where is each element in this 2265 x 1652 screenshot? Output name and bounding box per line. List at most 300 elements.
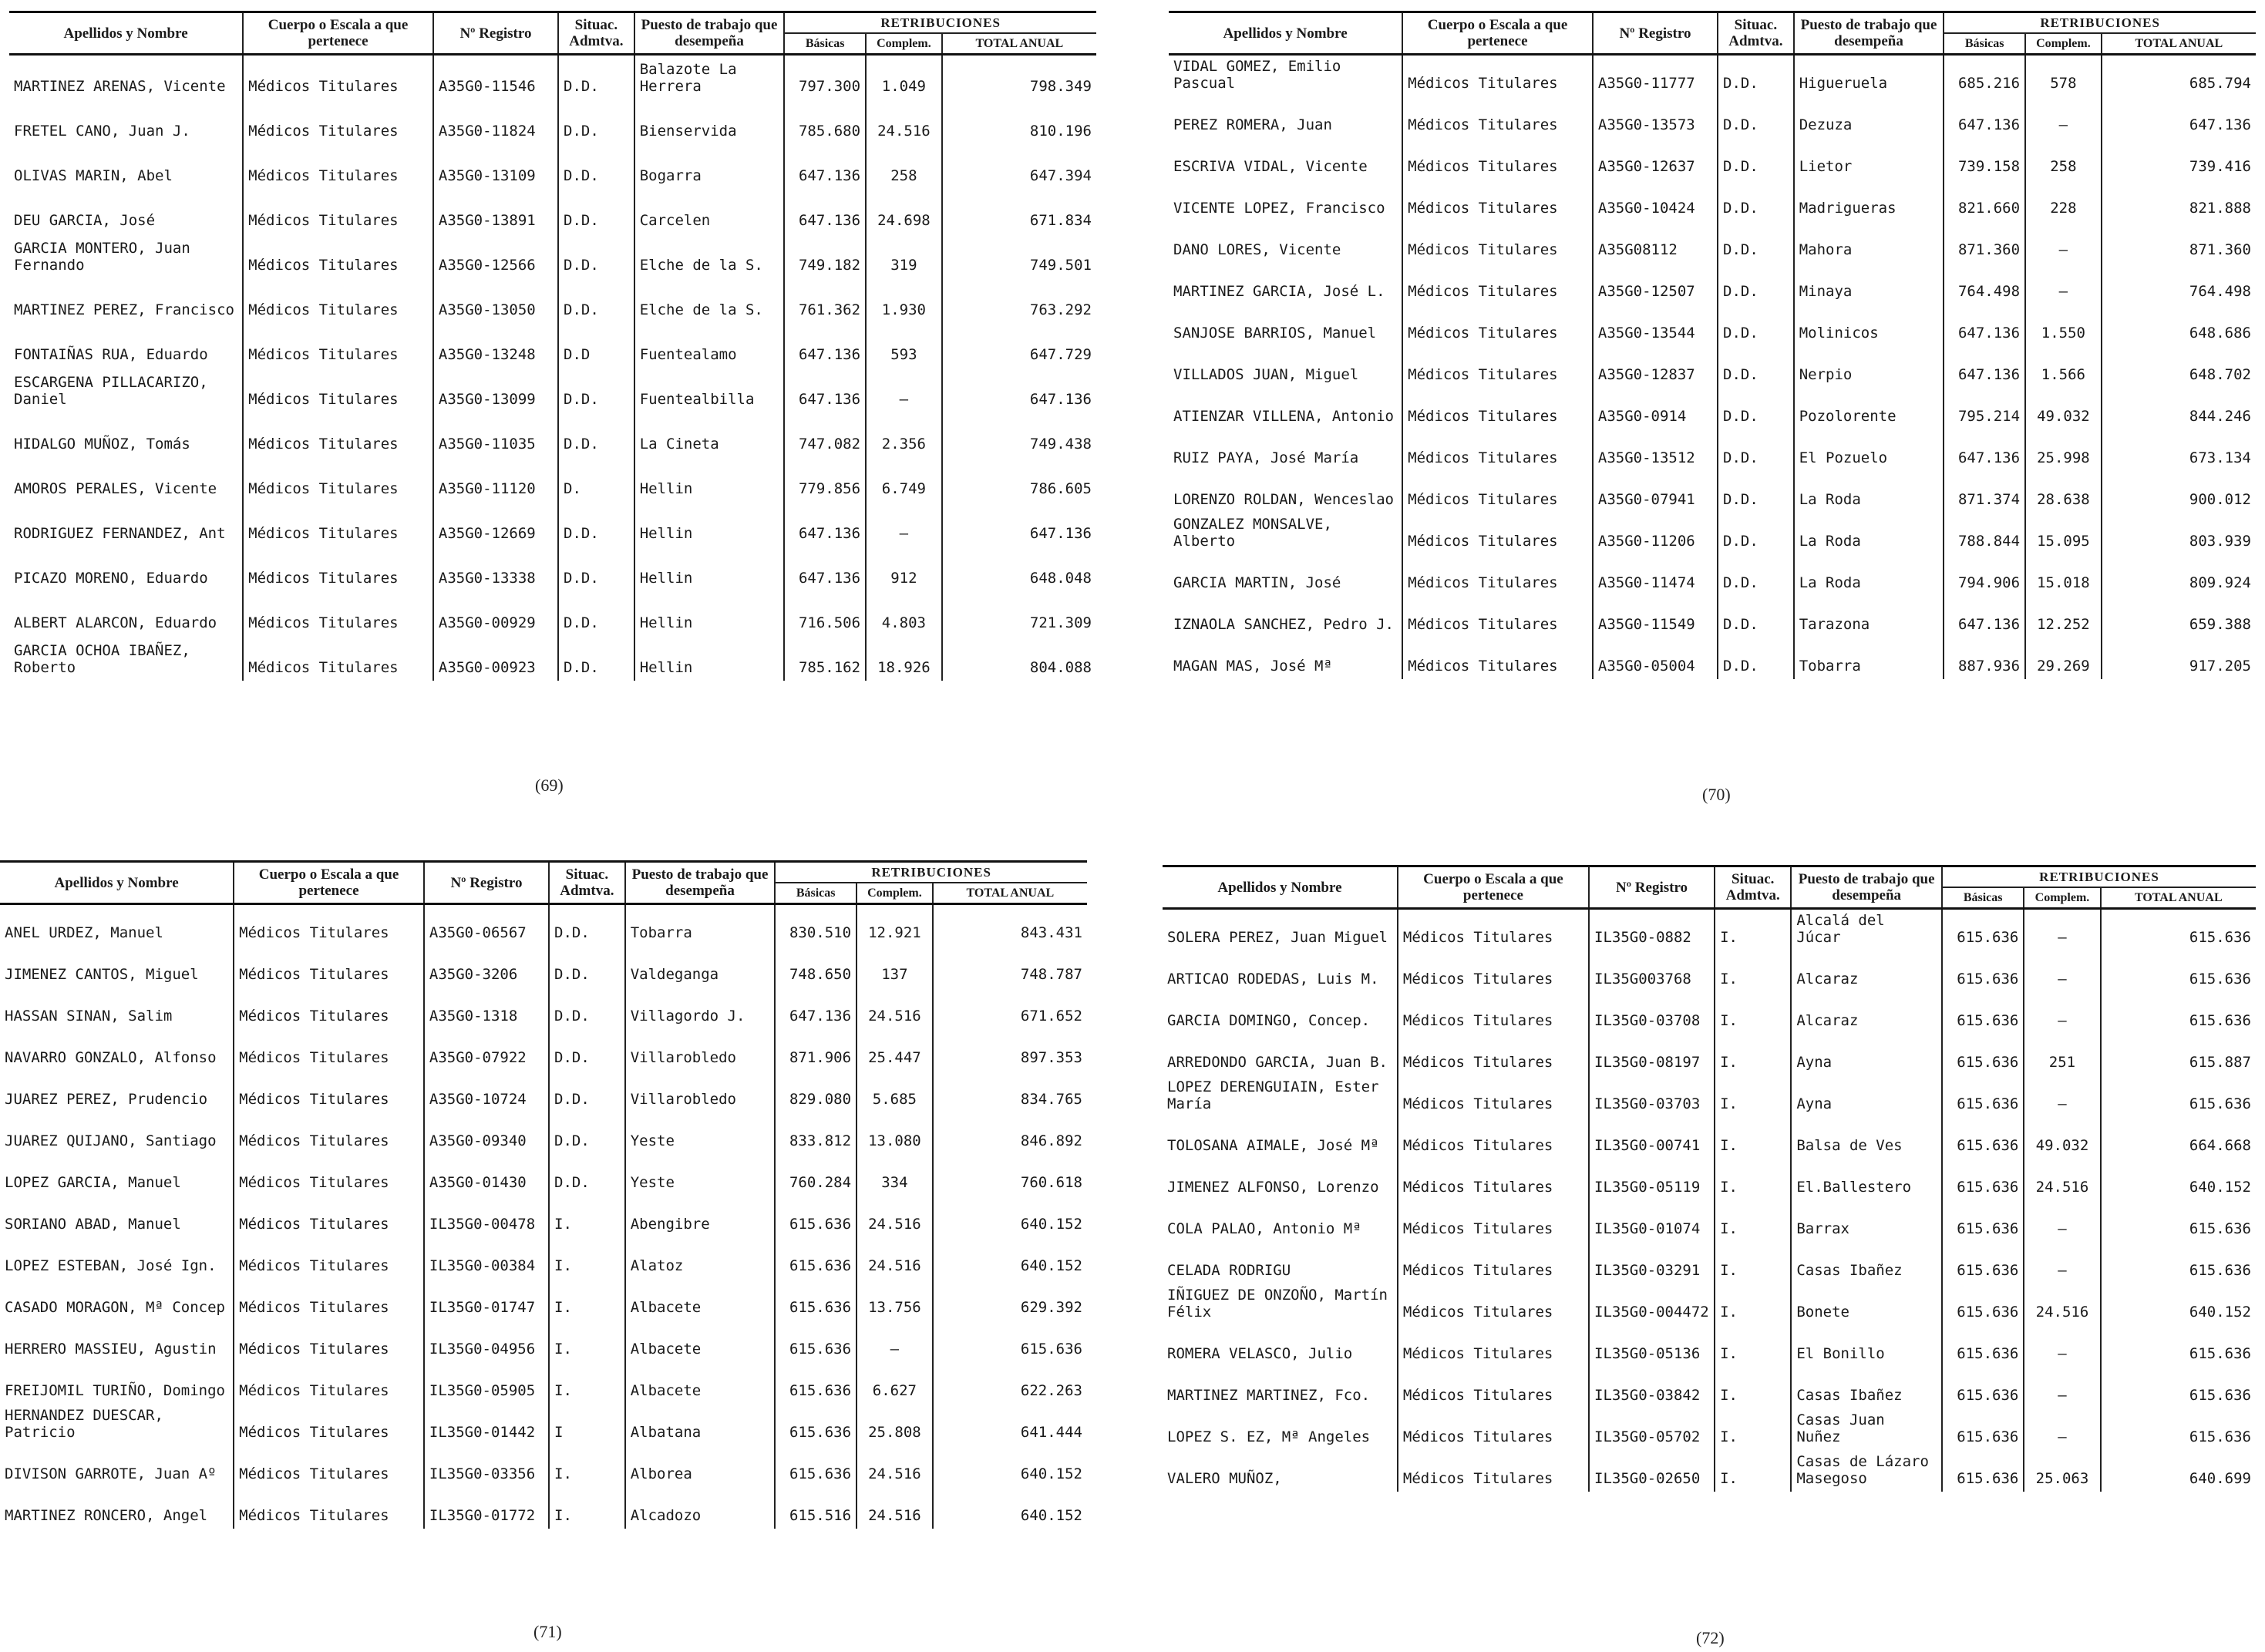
table-row — [9, 234, 1096, 278]
cell-nombre: MARTINEZ RONCERO, Angel — [0, 1487, 234, 1529]
cell-registro: A35G0-10724 — [424, 1071, 549, 1112]
cell-cuerpo: Médicos Titulares — [234, 987, 424, 1029]
cell-situac: I. — [1715, 1284, 1791, 1325]
cell-puesto: Balsa de Ves — [1791, 1117, 1942, 1159]
cell-basicas: 615.636 — [1942, 1367, 2024, 1408]
table-row — [9, 368, 1096, 412]
cell-situac: D.D. — [549, 987, 625, 1029]
cell-puesto: Nerpio — [1794, 346, 1944, 388]
cell-puesto: Alborea — [625, 1445, 776, 1487]
cell-nombre: OLIVAS MARIN, Abel — [9, 144, 243, 189]
cell-complem: 24.516 — [2024, 1284, 2100, 1325]
table-row — [1169, 221, 2256, 263]
cell-complem: 15.095 — [2025, 513, 2102, 554]
table-row — [1169, 96, 2256, 138]
cell-basicas: 871.906 — [775, 1029, 857, 1071]
cell-nombre: DIVISON GARROTE, Juan Aº — [0, 1445, 234, 1487]
cell-total: 615.636 — [2189, 928, 2251, 946]
cell-puesto: Villarobledo — [625, 1029, 776, 1071]
cell-registro: A35G0-07941 — [1593, 471, 1718, 513]
cell-puesto: Tarazona — [1794, 596, 1944, 638]
cell-situac: I — [549, 1404, 625, 1445]
cell-total: 615.636 — [2189, 1344, 2251, 1362]
cell-basicas: 788.844 — [1944, 513, 2025, 554]
header-total: TOTAL ANUAL — [933, 883, 1087, 904]
cell-nombre: LOPEZ S. EZ, Mª Angeles — [1163, 1408, 1398, 1450]
cell-basicas: 821.660 — [1944, 180, 2025, 221]
cell-basicas: 615.636 — [1942, 1408, 2024, 1450]
cell-registro: A35G0-11549 — [1593, 596, 1718, 638]
header-complem: Complem. — [2025, 33, 2102, 55]
cell-basicas: 647.136 — [784, 368, 866, 412]
header-basicas: Básicas — [775, 883, 857, 904]
cell-basicas: 615.636 — [1942, 1075, 2024, 1117]
cell-cuerpo: Médicos Titulares — [1398, 1200, 1589, 1242]
cell-registro: IL35G0-01442 — [424, 1404, 549, 1445]
cell-registro: IL35G0-03708 — [1589, 992, 1715, 1034]
cell-puesto: Albatana — [625, 1404, 776, 1445]
cell-puesto: Fuentealbilla — [634, 368, 785, 412]
cell-complem: — — [2024, 1242, 2100, 1284]
cell-complem: 6.627 — [857, 1362, 933, 1404]
header-situacion: Situac. Admtva. — [549, 862, 625, 904]
cell-registro: A35G08112 — [1593, 221, 1718, 263]
cell-basicas: 615.636 — [1942, 1325, 2024, 1367]
cell-total: 739.416 — [2189, 157, 2251, 175]
table-row — [0, 904, 1087, 946]
cell-nombre: LOPEZ ESTEBAN, José Ign. — [0, 1237, 234, 1279]
cell-situac: D.D. — [549, 904, 625, 946]
cell-nombre: DANO LORES, Vicente — [1169, 221, 1402, 263]
header-complem: Complem. — [2024, 887, 2100, 909]
cell-puesto: Villagordo J. — [625, 987, 776, 1029]
cell-cuerpo: Médicos Titulares — [234, 1445, 424, 1487]
cell-nombre: ALBERT ALARCON, Eduardo — [9, 591, 243, 636]
cell-cuerpo: Médicos Titulares — [1398, 992, 1589, 1034]
cell-complem: — — [866, 502, 942, 547]
cell-nombre: RODRIGUEZ FERNANDEZ, Ant — [9, 502, 243, 547]
cell-cuerpo: Médicos Titulares — [1402, 638, 1593, 679]
cell-basicas: 779.856 — [784, 457, 866, 502]
cell-situac: I. — [549, 1196, 625, 1237]
cell-puesto: Hellin — [634, 591, 785, 636]
cell-registro: A35G0-13573 — [1593, 96, 1718, 138]
cell-cuerpo: Médicos Titulares — [234, 946, 424, 987]
cell-nombre: VICENTE LOPEZ, Francisco — [1169, 180, 1402, 221]
cell-cuerpo: Médicos Titulares — [243, 99, 433, 144]
cell-puesto: Alatoz — [625, 1237, 776, 1279]
table-row — [1169, 263, 2256, 304]
cell-situac: I. — [1715, 950, 1791, 992]
header-cuerpo: Cuerpo o Escala a que pertenece — [1402, 12, 1593, 55]
cell-nombre: FRETEL CANO, Juan J. — [9, 99, 243, 144]
cell-complem: 24.516 — [857, 1237, 933, 1279]
cell-nombre: FREIJOMIL TURIÑO, Domingo — [0, 1362, 234, 1404]
cell-total: 671.834 — [1029, 211, 1092, 229]
cell-nombre: VILLADOS JUAN, Miguel — [1169, 346, 1402, 388]
cell-basicas: 615.636 — [1942, 1450, 2024, 1492]
cell-complem: — — [866, 368, 942, 412]
cell-situac: D.D. — [558, 234, 634, 278]
cell-total: 749.438 — [1029, 435, 1092, 453]
cell-puesto: Balazote La Herrera — [634, 55, 785, 99]
cell-total: 871.360 — [2189, 241, 2251, 258]
cell-total: 640.152 — [1020, 1257, 1082, 1274]
table-row — [9, 502, 1096, 547]
cell-complem: 49.032 — [2024, 1117, 2100, 1159]
cell-situac: I. — [1715, 1408, 1791, 1450]
header-complem: Complem. — [866, 33, 942, 55]
cell-situac: D.D. — [1718, 221, 1794, 263]
cell-total: 821.888 — [2189, 199, 2251, 217]
cell-registro: IL35G0-03703 — [1589, 1075, 1715, 1117]
cell-situac: D.D. — [1718, 596, 1794, 638]
cell-situac: D.D. — [1718, 55, 1794, 96]
header-situacion: Situac. Admtva. — [1715, 866, 1791, 909]
cell-cuerpo: Médicos Titulares — [243, 502, 433, 547]
cell-total: 846.892 — [1020, 1132, 1082, 1149]
cell-complem: 18.926 — [866, 636, 942, 681]
cell-total: 640.152 — [1020, 1215, 1082, 1233]
table-row — [9, 457, 1096, 502]
cell-basicas: 785.162 — [784, 636, 866, 681]
cell-puesto: Casas Ibañez — [1791, 1367, 1942, 1408]
cell-registro: A35G0-07922 — [424, 1029, 549, 1071]
table-row — [0, 1404, 1087, 1445]
header-registro: Nº Registro — [1593, 12, 1718, 55]
cell-complem: 1.049 — [866, 55, 942, 99]
cell-complem: 25.063 — [2024, 1450, 2100, 1492]
cell-situac: D.D. — [558, 412, 634, 457]
cell-puesto: Bonete — [1791, 1284, 1942, 1325]
cell-nombre: AMOROS PERALES, Vicente — [9, 457, 243, 502]
cell-complem: — — [2024, 909, 2100, 950]
table-row — [9, 636, 1096, 681]
cell-nombre: HASSAN SINAN, Salim — [0, 987, 234, 1029]
cell-cuerpo: Médicos Titulares — [1402, 388, 1593, 429]
cell-basicas: 794.906 — [1944, 554, 2025, 596]
cell-nombre: VALERO MUÑOZ, — [1163, 1450, 1398, 1492]
cell-puesto: Valdeganga — [625, 946, 776, 987]
cell-cuerpo: Médicos Titulares — [243, 412, 433, 457]
cell-total: 647.136 — [1029, 524, 1092, 542]
header-puesto: Puesto de trabajo que desempeña — [1791, 866, 1942, 909]
cell-basicas: 615.636 — [775, 1404, 857, 1445]
cell-puesto: La Roda — [1794, 554, 1944, 596]
cell-situac: I. — [1715, 909, 1791, 950]
cell-situac: D.D. — [558, 144, 634, 189]
header-retribuciones: RETRIBUCIONES — [784, 12, 1096, 34]
cell-cuerpo: Médicos Titulares — [1402, 429, 1593, 471]
cell-basicas: 615.636 — [775, 1237, 857, 1279]
header-registro: Nº Registro — [1589, 866, 1715, 909]
cell-basicas: 615.636 — [1942, 950, 2024, 992]
cell-registro: IL35G0-03842 — [1589, 1367, 1715, 1408]
cell-registro: A35G0-13248 — [433, 323, 558, 368]
cell-basicas: 760.284 — [775, 1154, 857, 1196]
cell-complem: 24.516 — [2024, 1159, 2100, 1200]
cell-cuerpo: Médicos Titulares — [1398, 1450, 1589, 1492]
cell-situac: I. — [1715, 992, 1791, 1034]
cell-total: 647.136 — [1029, 390, 1092, 408]
cell-complem: 24.516 — [857, 1487, 933, 1529]
cell-situac: D.D. — [549, 1071, 625, 1112]
cell-situac: D.D. — [558, 278, 634, 323]
cell-basicas: 615.636 — [1942, 1200, 2024, 1242]
cell-puesto: Barrax — [1791, 1200, 1942, 1242]
cell-registro: IL35G0-01074 — [1589, 1200, 1715, 1242]
cell-total: 798.349 — [1029, 77, 1092, 95]
cell-cuerpo: Médicos Titulares — [1402, 596, 1593, 638]
table-row — [1169, 429, 2256, 471]
cell-puesto: La Roda — [1794, 471, 1944, 513]
cell-cuerpo: Médicos Titulares — [234, 1071, 424, 1112]
cell-basicas: 647.136 — [1944, 304, 2025, 346]
cell-cuerpo: Médicos Titulares — [1402, 180, 1593, 221]
cell-nombre: SANJOSE BARRIOS, Manuel — [1169, 304, 1402, 346]
cell-basicas: 647.136 — [775, 987, 857, 1029]
cell-total: 640.152 — [1020, 1465, 1082, 1482]
cell-puesto: Albacete — [625, 1362, 776, 1404]
cell-situac: I. — [1715, 1325, 1791, 1367]
salary-table-72 — [1163, 865, 2256, 1492]
cell-nombre: GARCIA DOMINGO, Concep. — [1163, 992, 1398, 1034]
salary-table-70 — [1169, 11, 2256, 679]
cell-situac: I. — [1715, 1034, 1791, 1075]
cell-total: 659.388 — [2189, 615, 2251, 633]
cell-nombre: IZNAOLA SANCHEZ, Pedro J. — [1169, 596, 1402, 638]
table-row — [1163, 992, 2256, 1034]
cell-registro: A35G0-11777 — [1593, 55, 1718, 96]
cell-basicas: 615.636 — [775, 1279, 857, 1321]
cell-complem: — — [2025, 96, 2102, 138]
cell-cuerpo: Médicos Titulares — [234, 1196, 424, 1237]
cell-complem: 5.685 — [857, 1071, 933, 1112]
cell-puesto: Abengibre — [625, 1196, 776, 1237]
cell-nombre: MARTINEZ PEREZ, Francisco — [9, 278, 243, 323]
cell-nombre: HERRERO MASSIEU, Agustin — [0, 1321, 234, 1362]
cell-cuerpo: Médicos Titulares — [243, 591, 433, 636]
cell-cuerpo: Médicos Titulares — [234, 1029, 424, 1071]
cell-nombre: GARCIA MONTERO, Juan Fernando — [9, 234, 243, 278]
cell-nombre: GARCIA OCHOA IBAÑEZ, Roberto — [9, 636, 243, 681]
cell-total: 721.309 — [1029, 614, 1092, 631]
cell-cuerpo: Médicos Titulares — [234, 1487, 424, 1529]
cell-puesto: Mahora — [1794, 221, 1944, 263]
cell-total: 764.498 — [2189, 282, 2251, 300]
cell-registro: IL35G003768 — [1589, 950, 1715, 992]
cell-registro: A35G0-11824 — [433, 99, 558, 144]
cell-cuerpo: Médicos Titulares — [1398, 909, 1589, 950]
cell-situac: D.D. — [1718, 263, 1794, 304]
cell-situac: I. — [549, 1279, 625, 1321]
cell-cuerpo: Médicos Titulares — [243, 323, 433, 368]
table-block-69 — [9, 11, 1096, 681]
cell-situac: D.D. — [1718, 471, 1794, 513]
cell-basicas: 871.374 — [1944, 471, 2025, 513]
cell-complem: — — [2024, 1408, 2100, 1450]
cell-cuerpo: Médicos Titulares — [1402, 471, 1593, 513]
cell-nombre: MARTINEZ MARTINEZ, Fco. — [1163, 1367, 1398, 1408]
cell-total: 647.729 — [1029, 345, 1092, 363]
header-nombre: Apellidos y Nombre — [1169, 12, 1402, 55]
cell-basicas: 795.214 — [1944, 388, 2025, 429]
cell-situac: D.D. — [558, 591, 634, 636]
cell-complem: 12.921 — [857, 904, 933, 946]
cell-complem: — — [2024, 1200, 2100, 1242]
cell-total: 615.636 — [2189, 1095, 2251, 1112]
cell-nombre: GONZALEZ MONSALVE, Alberto — [1169, 513, 1402, 554]
header-registro: Nº Registro — [433, 12, 558, 55]
cell-cuerpo: Médicos Titulares — [1402, 96, 1593, 138]
cell-puesto: Hellin — [634, 547, 785, 591]
cell-complem: — — [2025, 221, 2102, 263]
table-row — [0, 1362, 1087, 1404]
cell-basicas: 615.636 — [1942, 909, 2024, 950]
cell-puesto: Alcadozo — [625, 1487, 776, 1529]
cell-nombre: HIDALGO MUÑOZ, Tomás — [9, 412, 243, 457]
cell-complem: 137 — [857, 946, 933, 987]
table-row — [1163, 1242, 2256, 1284]
cell-registro: A35G0-12637 — [1593, 138, 1718, 180]
table-row — [1163, 1200, 2256, 1242]
cell-basicas: 615.636 — [775, 1196, 857, 1237]
cell-cuerpo: Médicos Titulares — [243, 144, 433, 189]
cell-registro: IL35G0-01747 — [424, 1279, 549, 1321]
table-row — [1163, 1408, 2256, 1450]
table-row — [1169, 138, 2256, 180]
cell-situac: D.D. — [1718, 346, 1794, 388]
cell-complem: 228 — [2025, 180, 2102, 221]
cell-nombre: NAVARRO GONZALO, Alfonso — [0, 1029, 234, 1071]
cell-nombre: MARTINEZ ARENAS, Vicente — [9, 55, 243, 99]
cell-basicas: 749.182 — [784, 234, 866, 278]
cell-situac: D.D. — [1718, 638, 1794, 679]
table-row — [9, 189, 1096, 234]
header-registro: Nº Registro — [424, 862, 549, 904]
cell-basicas: 830.510 — [775, 904, 857, 946]
cell-cuerpo: Médicos Titulares — [1402, 346, 1593, 388]
header-basicas: Básicas — [784, 33, 866, 55]
cell-registro: IL35G0-05905 — [424, 1362, 549, 1404]
cell-nombre: MARTINEZ GARCIA, José L. — [1169, 263, 1402, 304]
cell-complem: 1.550 — [2025, 304, 2102, 346]
cell-total: 647.394 — [1029, 167, 1092, 184]
cell-cuerpo: Médicos Titulares — [234, 1279, 424, 1321]
cell-puesto: Albacete — [625, 1321, 776, 1362]
cell-total: 844.246 — [2189, 407, 2251, 425]
table-row — [0, 1321, 1087, 1362]
table-row — [0, 1279, 1087, 1321]
cell-complem: — — [2024, 950, 2100, 992]
cell-total: 749.501 — [1029, 256, 1092, 274]
cell-nombre: PEREZ ROMERA, Juan — [1169, 96, 1402, 138]
cell-situac: I. — [1715, 1450, 1791, 1492]
cell-puesto: El Bonillo — [1791, 1325, 1942, 1367]
cell-registro: IL35G0-04956 — [424, 1321, 549, 1362]
cell-registro: A35G0-00923 — [433, 636, 558, 681]
cell-complem: 24.516 — [857, 1196, 933, 1237]
cell-nombre: ATIENZAR VILLENA, Antonio — [1169, 388, 1402, 429]
cell-nombre: GARCIA MARTIN, José — [1169, 554, 1402, 596]
cell-basicas: 615.636 — [1942, 1284, 2024, 1325]
cell-registro: IL35G0-05119 — [1589, 1159, 1715, 1200]
cell-registro: IL35G0-03356 — [424, 1445, 549, 1487]
cell-total: 615.636 — [2189, 1011, 2251, 1029]
cell-complem: 1.566 — [2025, 346, 2102, 388]
table-row — [0, 946, 1087, 987]
cell-cuerpo: Médicos Titulares — [1402, 221, 1593, 263]
cell-nombre: PICAZO MORENO, Eduardo — [9, 547, 243, 591]
cell-situac: D.D. — [1718, 304, 1794, 346]
table-row — [9, 412, 1096, 457]
cell-total: 786.605 — [1029, 479, 1092, 497]
page-number-70: (70) — [1702, 785, 1731, 804]
table-row — [1169, 554, 2256, 596]
cell-basicas: 615.636 — [1942, 1159, 2024, 1200]
cell-nombre: FONTAIÑAS RUA, Eduardo — [9, 323, 243, 368]
cell-total: 615.636 — [2189, 1261, 2251, 1279]
cell-complem: 13.756 — [857, 1279, 933, 1321]
cell-puesto: Alcaraz — [1791, 950, 1942, 992]
table-row — [9, 144, 1096, 189]
cell-nombre: ESCRIVA VIDAL, Vicente — [1169, 138, 1402, 180]
cell-situac: D.D. — [549, 1112, 625, 1154]
cell-basicas: 615.636 — [1942, 1034, 2024, 1075]
cell-complem: 29.269 — [2025, 638, 2102, 679]
header-situacion: Situac. Admtva. — [558, 12, 634, 55]
cell-puesto: Albacete — [625, 1279, 776, 1321]
cell-situac: D. — [558, 457, 634, 502]
cell-cuerpo: Médicos Titulares — [243, 55, 433, 99]
cell-puesto: Molinicos — [1794, 304, 1944, 346]
cell-cuerpo: Médicos Titulares — [1402, 554, 1593, 596]
cell-puesto: Hellin — [634, 457, 785, 502]
cell-registro: A35G0-05004 — [1593, 638, 1718, 679]
cell-cuerpo: Médicos Titulares — [234, 1362, 424, 1404]
cell-registro: A35G0-13099 — [433, 368, 558, 412]
cell-situac: D.D. — [1718, 138, 1794, 180]
cell-cuerpo: Médicos Titulares — [1398, 1284, 1589, 1325]
cell-basicas: 647.136 — [1944, 429, 2025, 471]
cell-puesto: Villarobledo — [625, 1071, 776, 1112]
cell-cuerpo: Médicos Titulares — [243, 636, 433, 681]
cell-nombre: ROMERA VELASCO, Julio — [1163, 1325, 1398, 1367]
cell-puesto: Tobarra — [625, 904, 776, 946]
cell-total: 671.652 — [1020, 1007, 1082, 1025]
cell-puesto: Alcalá del Júcar — [1791, 909, 1942, 950]
cell-cuerpo: Médicos Titulares — [1402, 55, 1593, 96]
cell-registro: IL35G0-03291 — [1589, 1242, 1715, 1284]
salary-table-71 — [0, 860, 1087, 1529]
table-row — [0, 1029, 1087, 1071]
cell-nombre: IÑIGUEZ DE ONZOÑO, Martín Félix — [1163, 1284, 1398, 1325]
cell-cuerpo: Médicos Titulares — [1402, 304, 1593, 346]
cell-registro: A35G0-11120 — [433, 457, 558, 502]
cell-nombre: CASADO MORAGON, Mª Concep — [0, 1279, 234, 1321]
cell-total: 834.765 — [1020, 1090, 1082, 1108]
cell-nombre: SORIANO ABAD, Manuel — [0, 1196, 234, 1237]
cell-complem: 49.032 — [2025, 388, 2102, 429]
cell-basicas: 833.812 — [775, 1112, 857, 1154]
cell-cuerpo: Médicos Titulares — [234, 1237, 424, 1279]
cell-nombre: JUAREZ PEREZ, Prudencio — [0, 1071, 234, 1112]
table-row — [9, 55, 1096, 99]
cell-puesto: El Pozuelo — [1794, 429, 1944, 471]
cell-basicas: 647.136 — [784, 189, 866, 234]
cell-cuerpo: Médicos Titulares — [1398, 1367, 1589, 1408]
cell-situac: I. — [1715, 1117, 1791, 1159]
